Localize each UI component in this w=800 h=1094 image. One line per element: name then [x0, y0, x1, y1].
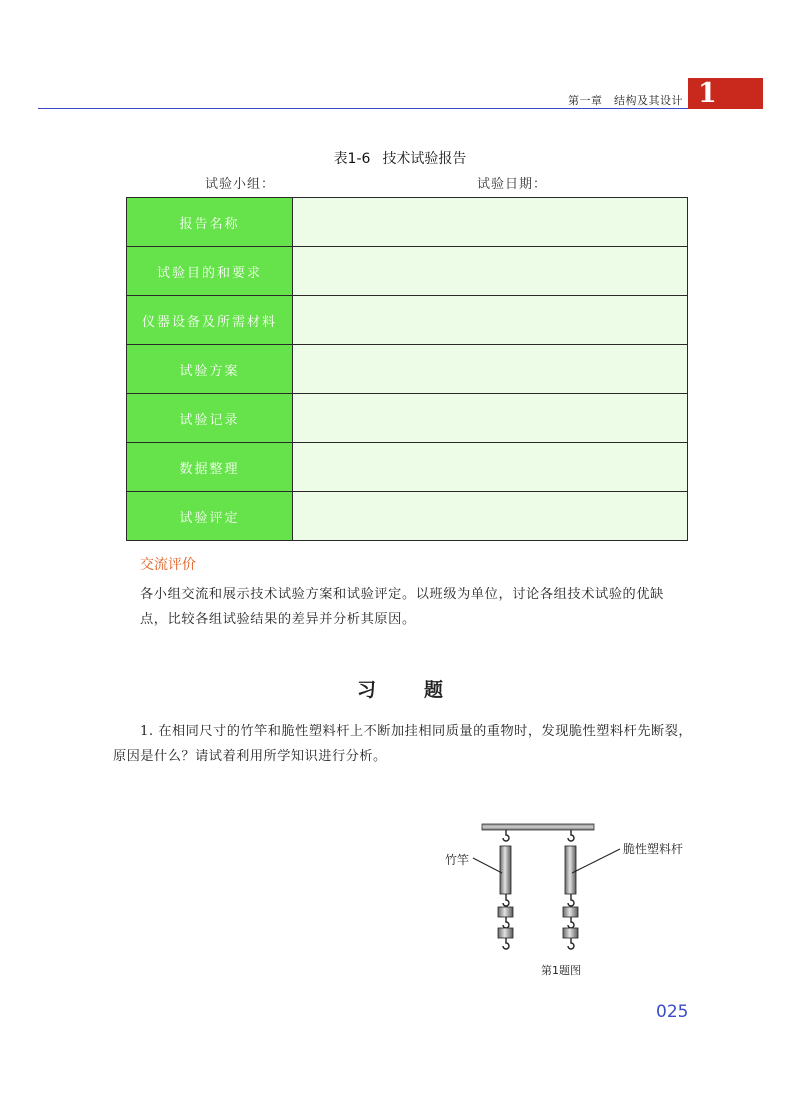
exercises-title: 习题: [356, 679, 491, 701]
bamboo-label: 竹竿: [445, 853, 470, 867]
table-row: [127, 492, 688, 541]
row-value-evaluation[interactable]: [293, 492, 688, 541]
chapter-header: 第一章 结构及其设计: [568, 94, 683, 107]
test-date-label: 试验日期：: [477, 177, 548, 192]
table-title: [0, 148, 800, 168]
evaluation-paragraph: 各小组交流和展示技术试验方案和试验评定。以班级为单位，讨论各组技术试验的优缺点，比较各组试验结果的差异并分析其原因。: [140, 587, 664, 627]
table-row: [127, 443, 688, 492]
report-table: [126, 197, 688, 541]
plastic-rod-assembly: [563, 830, 578, 949]
row-value-report-name[interactable]: [293, 198, 688, 247]
table-title-text: 技术试验报告: [382, 151, 467, 167]
table-row: [127, 296, 688, 345]
row-value-plan[interactable]: [293, 345, 688, 394]
row-label-purpose: 试验目的和要求: [127, 247, 293, 296]
row-label-evaluation: 试验评定: [127, 492, 293, 541]
page-number: 025: [656, 1002, 689, 1022]
figure-caption: 第1题图: [541, 964, 581, 977]
chapter-number-badge: 1: [688, 78, 763, 109]
table-row: [127, 247, 688, 296]
support-beam: [482, 824, 594, 830]
row-label-record: 试验记录: [127, 394, 293, 443]
row-label-report-name: 报告名称: [127, 198, 293, 247]
table-row: [127, 394, 688, 443]
table-number: 表1-6: [333, 151, 371, 167]
bamboo-leader-line: [473, 858, 502, 873]
plastic-leader-line: [572, 849, 620, 873]
row-label-plan: 试验方案: [127, 345, 293, 394]
plastic-rod-label: 脆性塑料杆: [623, 842, 684, 856]
evaluation-heading: 交流评价: [140, 557, 196, 573]
figure-1: [430, 815, 710, 985]
row-value-equipment[interactable]: [293, 296, 688, 345]
header-rule: [38, 108, 688, 109]
bamboo-rod-assembly: [498, 830, 513, 949]
table-row: [127, 198, 688, 247]
row-label-equipment: 仪器设备及所需材料: [127, 296, 293, 345]
row-value-record[interactable]: [293, 394, 688, 443]
row-value-purpose[interactable]: [293, 247, 688, 296]
table-row: [127, 345, 688, 394]
row-label-data: 数据整理: [127, 443, 293, 492]
row-value-data[interactable]: [293, 443, 688, 492]
question-1: 1. 在相同尺寸的竹竿和脆性塑料杆上不断加挂相同质量的重物时，发现脆性塑料杆先断裂，原因是什么？请试着利用所学知识进行分析。: [113, 724, 693, 764]
test-group-label: 试验小组：: [205, 177, 276, 192]
hanging-rods-illustration: [430, 815, 710, 960]
